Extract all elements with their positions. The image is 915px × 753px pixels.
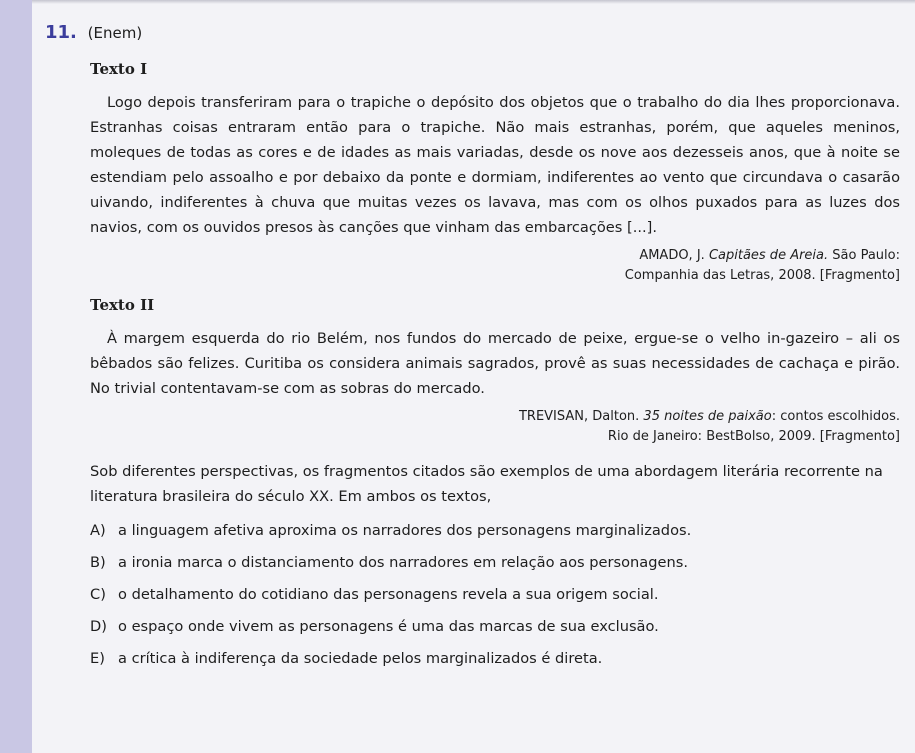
citation-publisher: São Paulo: xyxy=(832,248,900,263)
texto-2-citation xyxy=(90,407,900,447)
citation-subtitle: : contos escolhidos. xyxy=(771,409,900,424)
option-text: o detalhamento do cotidiano das personagens revela a sua origem social. xyxy=(118,586,659,603)
question-prompt: Sob diferentes perspectivas, os fragmentos citados são exemplos de uma abordagem literária recorrente na literatura brasileira do século XX. Em ambos os textos, xyxy=(90,463,883,505)
option-b[interactable] xyxy=(90,553,900,573)
texto-1-title: Texto I xyxy=(90,60,148,78)
option-c[interactable] xyxy=(90,585,900,605)
question-container xyxy=(45,22,900,669)
citation-author: TREVISAN, Dalton. xyxy=(518,409,640,424)
texto-1-citation xyxy=(90,246,900,286)
question-number: 11. xyxy=(45,22,77,43)
question-body xyxy=(90,60,900,669)
option-text: o espaço onde vivem as personagens é uma das marcas de sua exclusão. xyxy=(118,618,659,635)
citation-details: Companhia das Letras, 2008. [Fragmento] xyxy=(624,268,900,283)
texto-2-paragraph: À margem esquerda do rio Belém, nos fundos do mercado de peixe, ergue-se o velho in-gazeiro – ali os bêbados são felizes. Curitiba os considera animais sagrados, provê as suas necessidades de cachaça e pirão. No trivial contentavam-se com as sobras do mercado. xyxy=(90,330,900,397)
left-accent-bar xyxy=(0,0,32,753)
citation-work: Capitães de Areia. xyxy=(708,248,829,263)
option-letter: C) xyxy=(90,586,106,603)
texto-1-paragraph: Logo depois transferiram para o trapiche o depósito dos objetos que o trabalho do dia lhes proporcionava. Estranhas coisas entraram então para o trapiche. Não mais estranhas, porém, que aqueles meninos, moleques de todas as cores e de idades as mais variadas, desde os nove aos dezesseis anos, que à noite se estendiam pelo assoalho e por debaixo da ponte e dormiam, indiferentes ao vento que circundava o casarão uivando, indiferentes à chuva que muitas vezes os lavava, mas com os olhos puxados para as luzes dos navios, com os ouvidos presos às canções que vinham das embarcações [...]. xyxy=(90,94,900,236)
citation-work: 35 noites de paixão xyxy=(643,409,772,424)
top-divider xyxy=(32,0,915,4)
option-text: a crítica à indiferença da sociedade pelos marginalizados é direta. xyxy=(118,650,603,667)
option-e[interactable] xyxy=(90,649,900,669)
question-header xyxy=(45,22,900,52)
citation-author: AMADO, J. xyxy=(639,248,705,263)
option-text: a linguagem afetiva aproxima os narradores dos personagens marginalizados. xyxy=(118,522,692,539)
option-d[interactable] xyxy=(90,617,900,637)
option-letter: E) xyxy=(90,650,105,667)
texto-2-title: Texto II xyxy=(90,296,155,314)
option-a[interactable] xyxy=(90,521,900,541)
citation-details: Rio de Janeiro: BestBolso, 2009. [Fragmento] xyxy=(607,429,900,444)
option-letter: A) xyxy=(90,522,106,539)
question-source: (Enem) xyxy=(87,24,143,42)
option-letter: B) xyxy=(90,554,106,571)
option-letter: D) xyxy=(90,618,107,635)
option-text: a ironia marca o distanciamento dos narradores em relação aos personagens. xyxy=(118,554,688,571)
